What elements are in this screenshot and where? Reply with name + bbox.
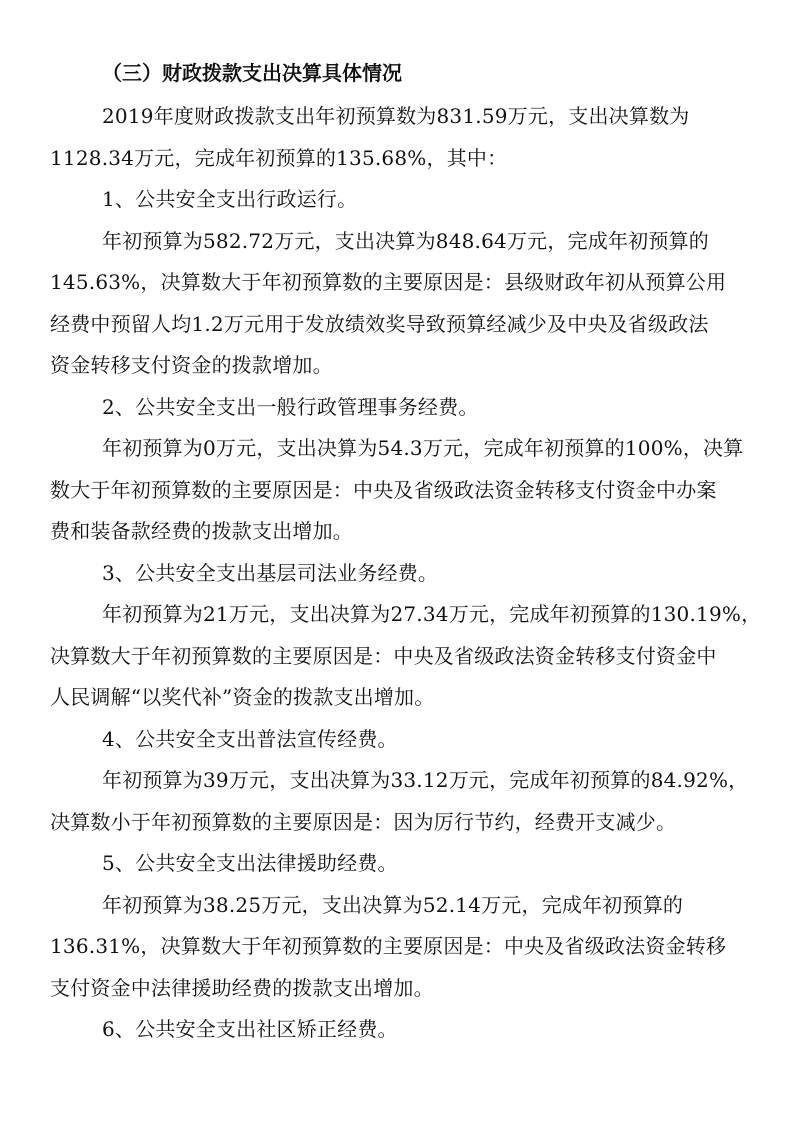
item-body-line: 经费中预留人均1.2万元用于发放绩效奖导致预算经减少及中央及省级政法	[50, 312, 709, 336]
item-body-line: 资金转移支付资金的拨款增加。	[50, 353, 333, 377]
item-body-line: 年初预算为21万元，支出决算为27.34万元，完成年初预算的130.19%，	[102, 602, 762, 626]
item-body-line: 145.63%，决算数大于年初预算数的主要原因是：县级财政年初从预算公用	[50, 270, 727, 294]
item-body-line: 支付资金中法律援助经费的拨款支出增加。	[50, 976, 434, 1000]
item-body-line: 年初预算为0万元，支出决算为54.3万元，完成年初预算的100%，决算	[102, 436, 744, 460]
section-heading: （三）财政拨款支出决算具体情况	[102, 61, 402, 85]
item-title: 3、公共安全支出基层司法业务经费。	[102, 561, 439, 585]
intro-line: 2019年度财政拨款支出年初预算数为831.59万元，支出决算数为	[102, 104, 690, 128]
item-title: 5、公共安全支出法律援助经费。	[102, 851, 398, 875]
item-title: 6、公共安全支出社区矫正经费。	[102, 1017, 398, 1041]
item-body-line: 决算数大于年初预算数的主要原因是：中央及省级政法资金转移支付资金中	[50, 644, 717, 668]
intro-line: 1128.34万元，完成年初预算的135.68%，其中：	[50, 146, 508, 170]
item-body-line: 决算数小于年初预算数的主要原因是：因为厉行节约，经费开支减少。	[50, 810, 677, 834]
item-body-line: 费和装备款经费的拨款支出增加。	[50, 519, 353, 543]
item-body-line: 136.31%，决算数大于年初预算数的主要原因是：中央及省级政法资金转移	[50, 934, 727, 958]
item-title: 2、公共安全支出一般行政管理事务经费。	[102, 395, 479, 419]
item-body-line: 人民调解“以奖代补”资金的拨款支出增加。	[50, 685, 435, 709]
item-body-line: 数大于年初预算数的主要原因是：中央及省级政法资金转移支付资金中办案	[50, 478, 717, 502]
item-body-line: 年初预算为39万元，支出决算为33.12万元，完成年初预算的84.92%，	[102, 768, 749, 792]
item-body-line: 年初预算为38.25万元，支出决算为52.14万元，完成年初预算的	[102, 893, 684, 917]
item-title: 1、公共安全支出行政运行。	[102, 187, 358, 211]
item-body-line: 年初预算为582.72万元，支出决算为848.64万元，完成年初预算的	[102, 229, 709, 253]
item-title: 4、公共安全支出普法宣传经费。	[102, 727, 398, 751]
